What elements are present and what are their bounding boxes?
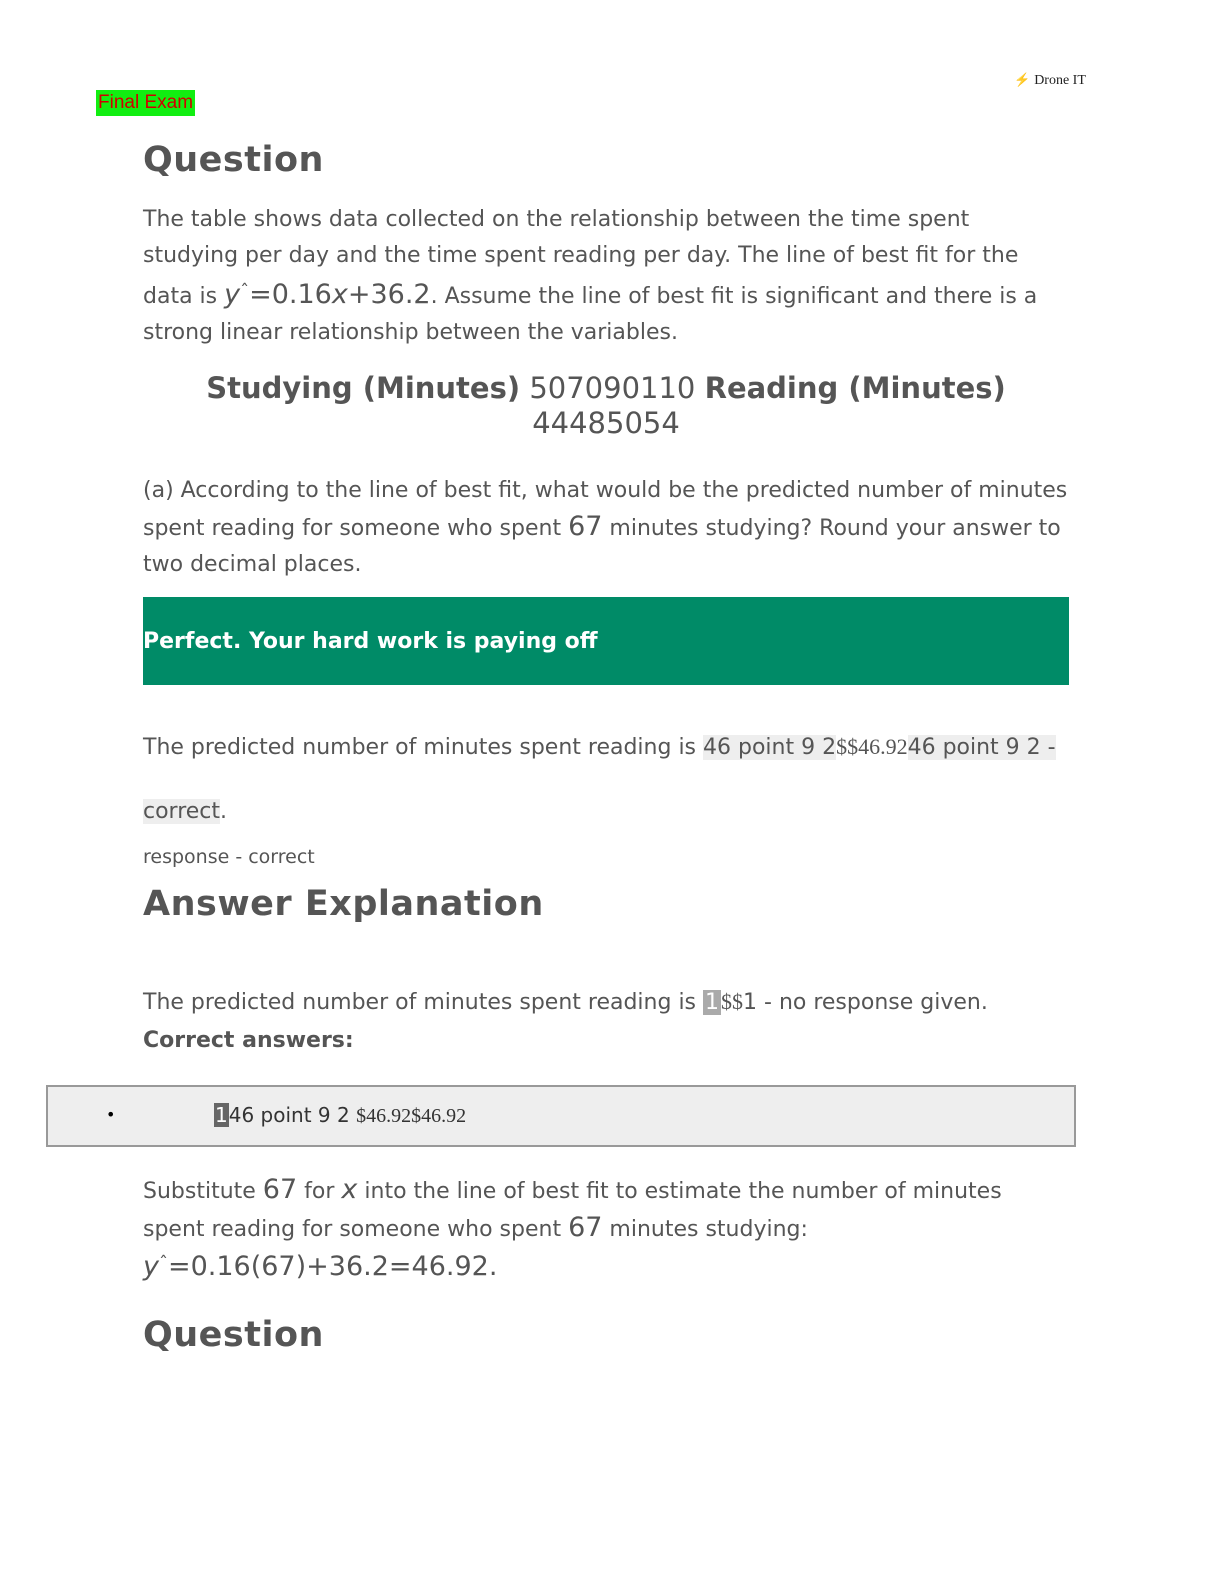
question-heading: Question xyxy=(143,140,324,180)
correct-answer-item: 146 point 9 2 $46.92$46.92 xyxy=(215,1103,467,1127)
bullet-icon: • xyxy=(106,1105,116,1124)
data-table: Studying (Minutes) 507090110 Reading (Minutes) 44485054 xyxy=(206,371,1006,440)
brand-label: Drone IT xyxy=(1034,73,1086,88)
correct-answers-heading: Correct answers: xyxy=(143,1028,354,1053)
correct-answer-box xyxy=(46,1085,1076,1147)
next-question-heading: Question xyxy=(143,1315,324,1355)
equation: $y^ˆ=0.16x+36.2$ xyxy=(224,279,431,310)
student-response: The predicted number of minutes spent reading is 46 point 9 2$$46.9246 point 9 2 - correct. xyxy=(143,734,1056,824)
explanation-content xyxy=(143,1172,1069,1355)
final-exam-tag: Final Exam xyxy=(96,90,195,116)
main-content xyxy=(143,140,1069,1055)
pen-nib-icon: ⚡ xyxy=(1014,72,1031,87)
given-response: The predicted number of minutes spent reading is 1$$1 - no response given. xyxy=(143,989,988,1015)
explanation-heading: Answer Explanation xyxy=(143,884,544,924)
final-equation: $y^ˆ=0.16(67)+36.2=46.92$. xyxy=(143,1251,498,1282)
question-intro: The table shows data collected on the relationship between the time spent studying per day and the time spent reading per day. The line of best fit for the data is $y^ˆ=0.16x+36.2$. Assume the line of best fit is significant and there is a strong linear relationship between the variables. xyxy=(143,207,1038,345)
feedback-banner: Perfect. Your hard work is paying off xyxy=(143,597,1069,685)
substitution-text: Substitute 67 for x into the line of best fit to estimate the number of minutes spent reading for someone who spent 67 minutes studying: xyxy=(143,1174,1002,1243)
brand xyxy=(1014,72,1086,89)
response-status: response - correct xyxy=(143,846,315,868)
part-a-prompt: (a) According to the line of best fit, what would be the predicted number of minutes spent reading for someone who spent 67 minutes studying? Round your answer to two decimal places. xyxy=(143,478,1068,577)
